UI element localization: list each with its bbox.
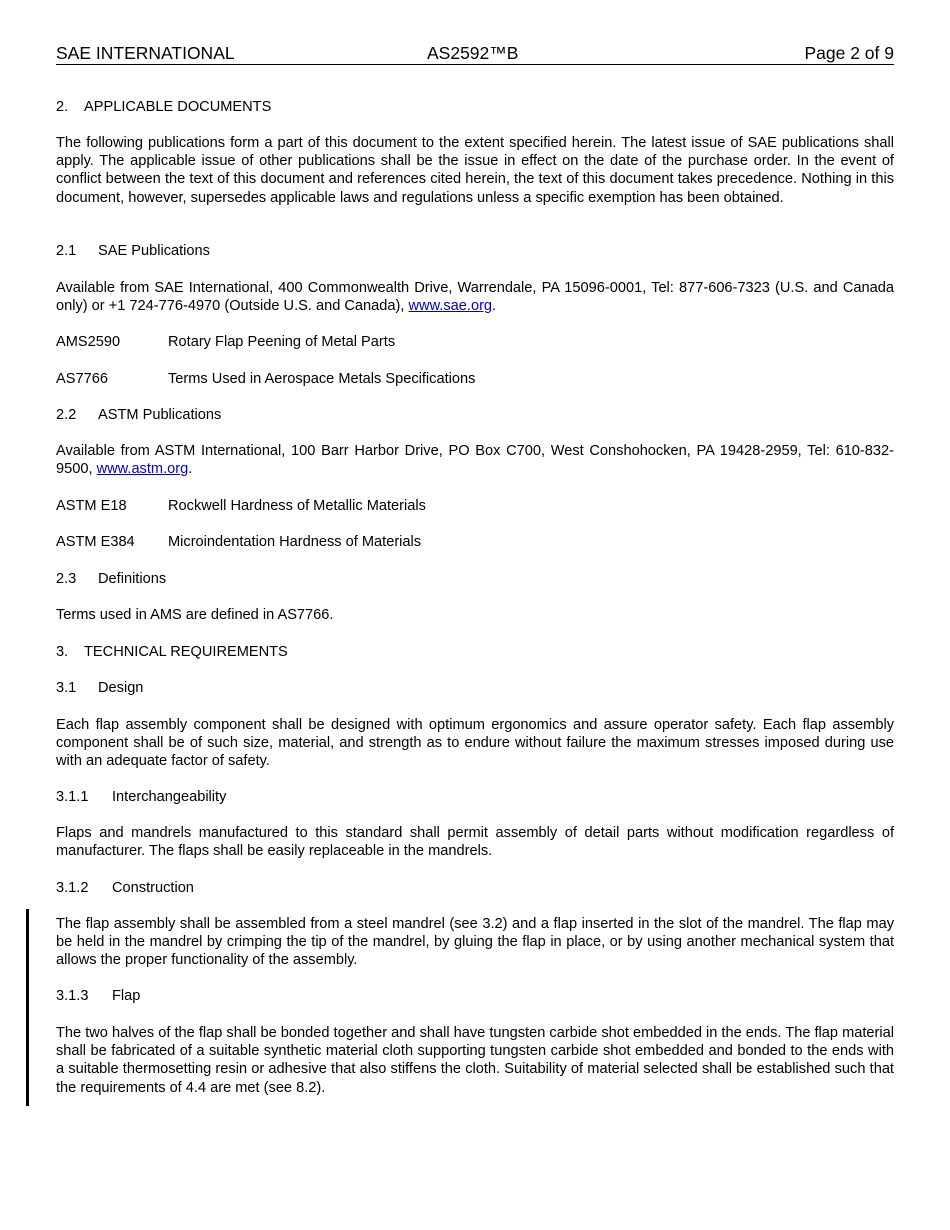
section-3-1-1-body: Flaps and mandrels manufactured to this standard shall permit assembly of detail parts without modification regardless of manufacturer. The flaps shall be easily replaceable in the mandrels. — [56, 825, 894, 860]
astm-website-link[interactable]: www.astm.org — [96, 461, 189, 478]
section-3-1-body: Each flap assembly component shall be designed with optimum ergonomics and assure operator safety. Each flap assembly component shall be of such size, material, and strength as to endure without failure the maximum stresses imposed during use with an adequate factor of safety. — [56, 717, 894, 770]
reference-ams2590: AMS2590 Rotary Flap Peening of Metal Parts — [56, 334, 396, 350]
section-3-heading: 3. TECHNICAL REQUIREMENTS — [56, 644, 288, 660]
sae-website-link[interactable]: www.sae.org — [408, 298, 493, 315]
header-page-number: Page 2 of 9 — [804, 43, 894, 63]
section-2-1-heading: 2.1 SAE Publications — [56, 243, 210, 259]
reference-astm-e384: ASTM E384 Microindentation Hardness of Materials — [56, 534, 422, 550]
header-org: SAE INTERNATIONAL — [56, 43, 235, 63]
section-2-heading: 2. APPLICABLE DOCUMENTS — [56, 99, 272, 115]
section-2-1-body: Available from SAE International, 400 Commonwealth Drive, Warrendale, PA 15096-0001, Tel: 877-606-7323 (U.S. and Canada only) or +1 724-776-4970 (Outside U.S. and Canada), www.sae.org. — [56, 280, 894, 315]
section-2-3-heading: 2.3 Definitions — [56, 571, 167, 587]
section-3-1-2-heading: 3.1.2 Construction — [56, 880, 194, 896]
section-2-3-body: Terms used in AMS are defined in AS7766. — [56, 607, 334, 623]
section-3-1-1-heading: 3.1.1 Interchangeability — [56, 789, 227, 805]
reference-astm-e18: ASTM E18 Rockwell Hardness of Metallic Materials — [56, 498, 426, 514]
section-3-1-heading: 3.1 Design — [56, 680, 144, 696]
revision-change-bar — [26, 909, 29, 1106]
document-page — [56, 43, 894, 1096]
reference-as7766: AS7766 Terms Used in Aerospace Metals Specifications — [56, 371, 476, 387]
section-3-1-3-heading: 3.1.3 Flap — [56, 988, 141, 1004]
section-2-2-heading: 2.2 ASTM Publications — [56, 407, 222, 423]
section-2-body: The following publications form a part of this document to the extent specified herein. The latest issue of SAE publications shall apply. The applicable issue of other publications shall be the issue in effect on the date of the purchase order. In the event of conflict between the text of this document and references cited herein, the text of this document takes precedence. Nothing in this document, however, supersedes applicable laws and regulations unless a specific exemption has been obtained. — [56, 135, 894, 206]
section-3-1-2-body: The flap assembly shall be assembled from a steel mandrel (see 3.2) and a flap inserted in the slot of the mandrel. The flap may be held in the mandrel by crimping the tip of the mandrel, by gluing the flap in place, or by using another mechanical system that allows the proper functionality of the assembly. — [56, 916, 894, 969]
page-header — [56, 43, 894, 65]
header-doc-number: AS2592™B — [427, 43, 519, 63]
section-2-2-body: Available from ASTM International, 100 Barr Harbor Drive, PO Box C700, West Conshohocken, PA 19428-2959, Tel: 610-832-9500, www.astm.org. — [56, 443, 894, 478]
section-3-1-3-body: The two halves of the flap shall be bonded together and shall have tungsten carbide shot embedded in the ends. The flap material shall be fabricated of a suitable synthetic material cloth supporting tungsten carbide shot embedded and bonded to the ends with a suitable thermosetting resin or adhesive that also stiffens the cloth. Suitability of material selected shall be established such that the requirements of 4.4 are met (see 8.2). — [56, 1025, 894, 1096]
